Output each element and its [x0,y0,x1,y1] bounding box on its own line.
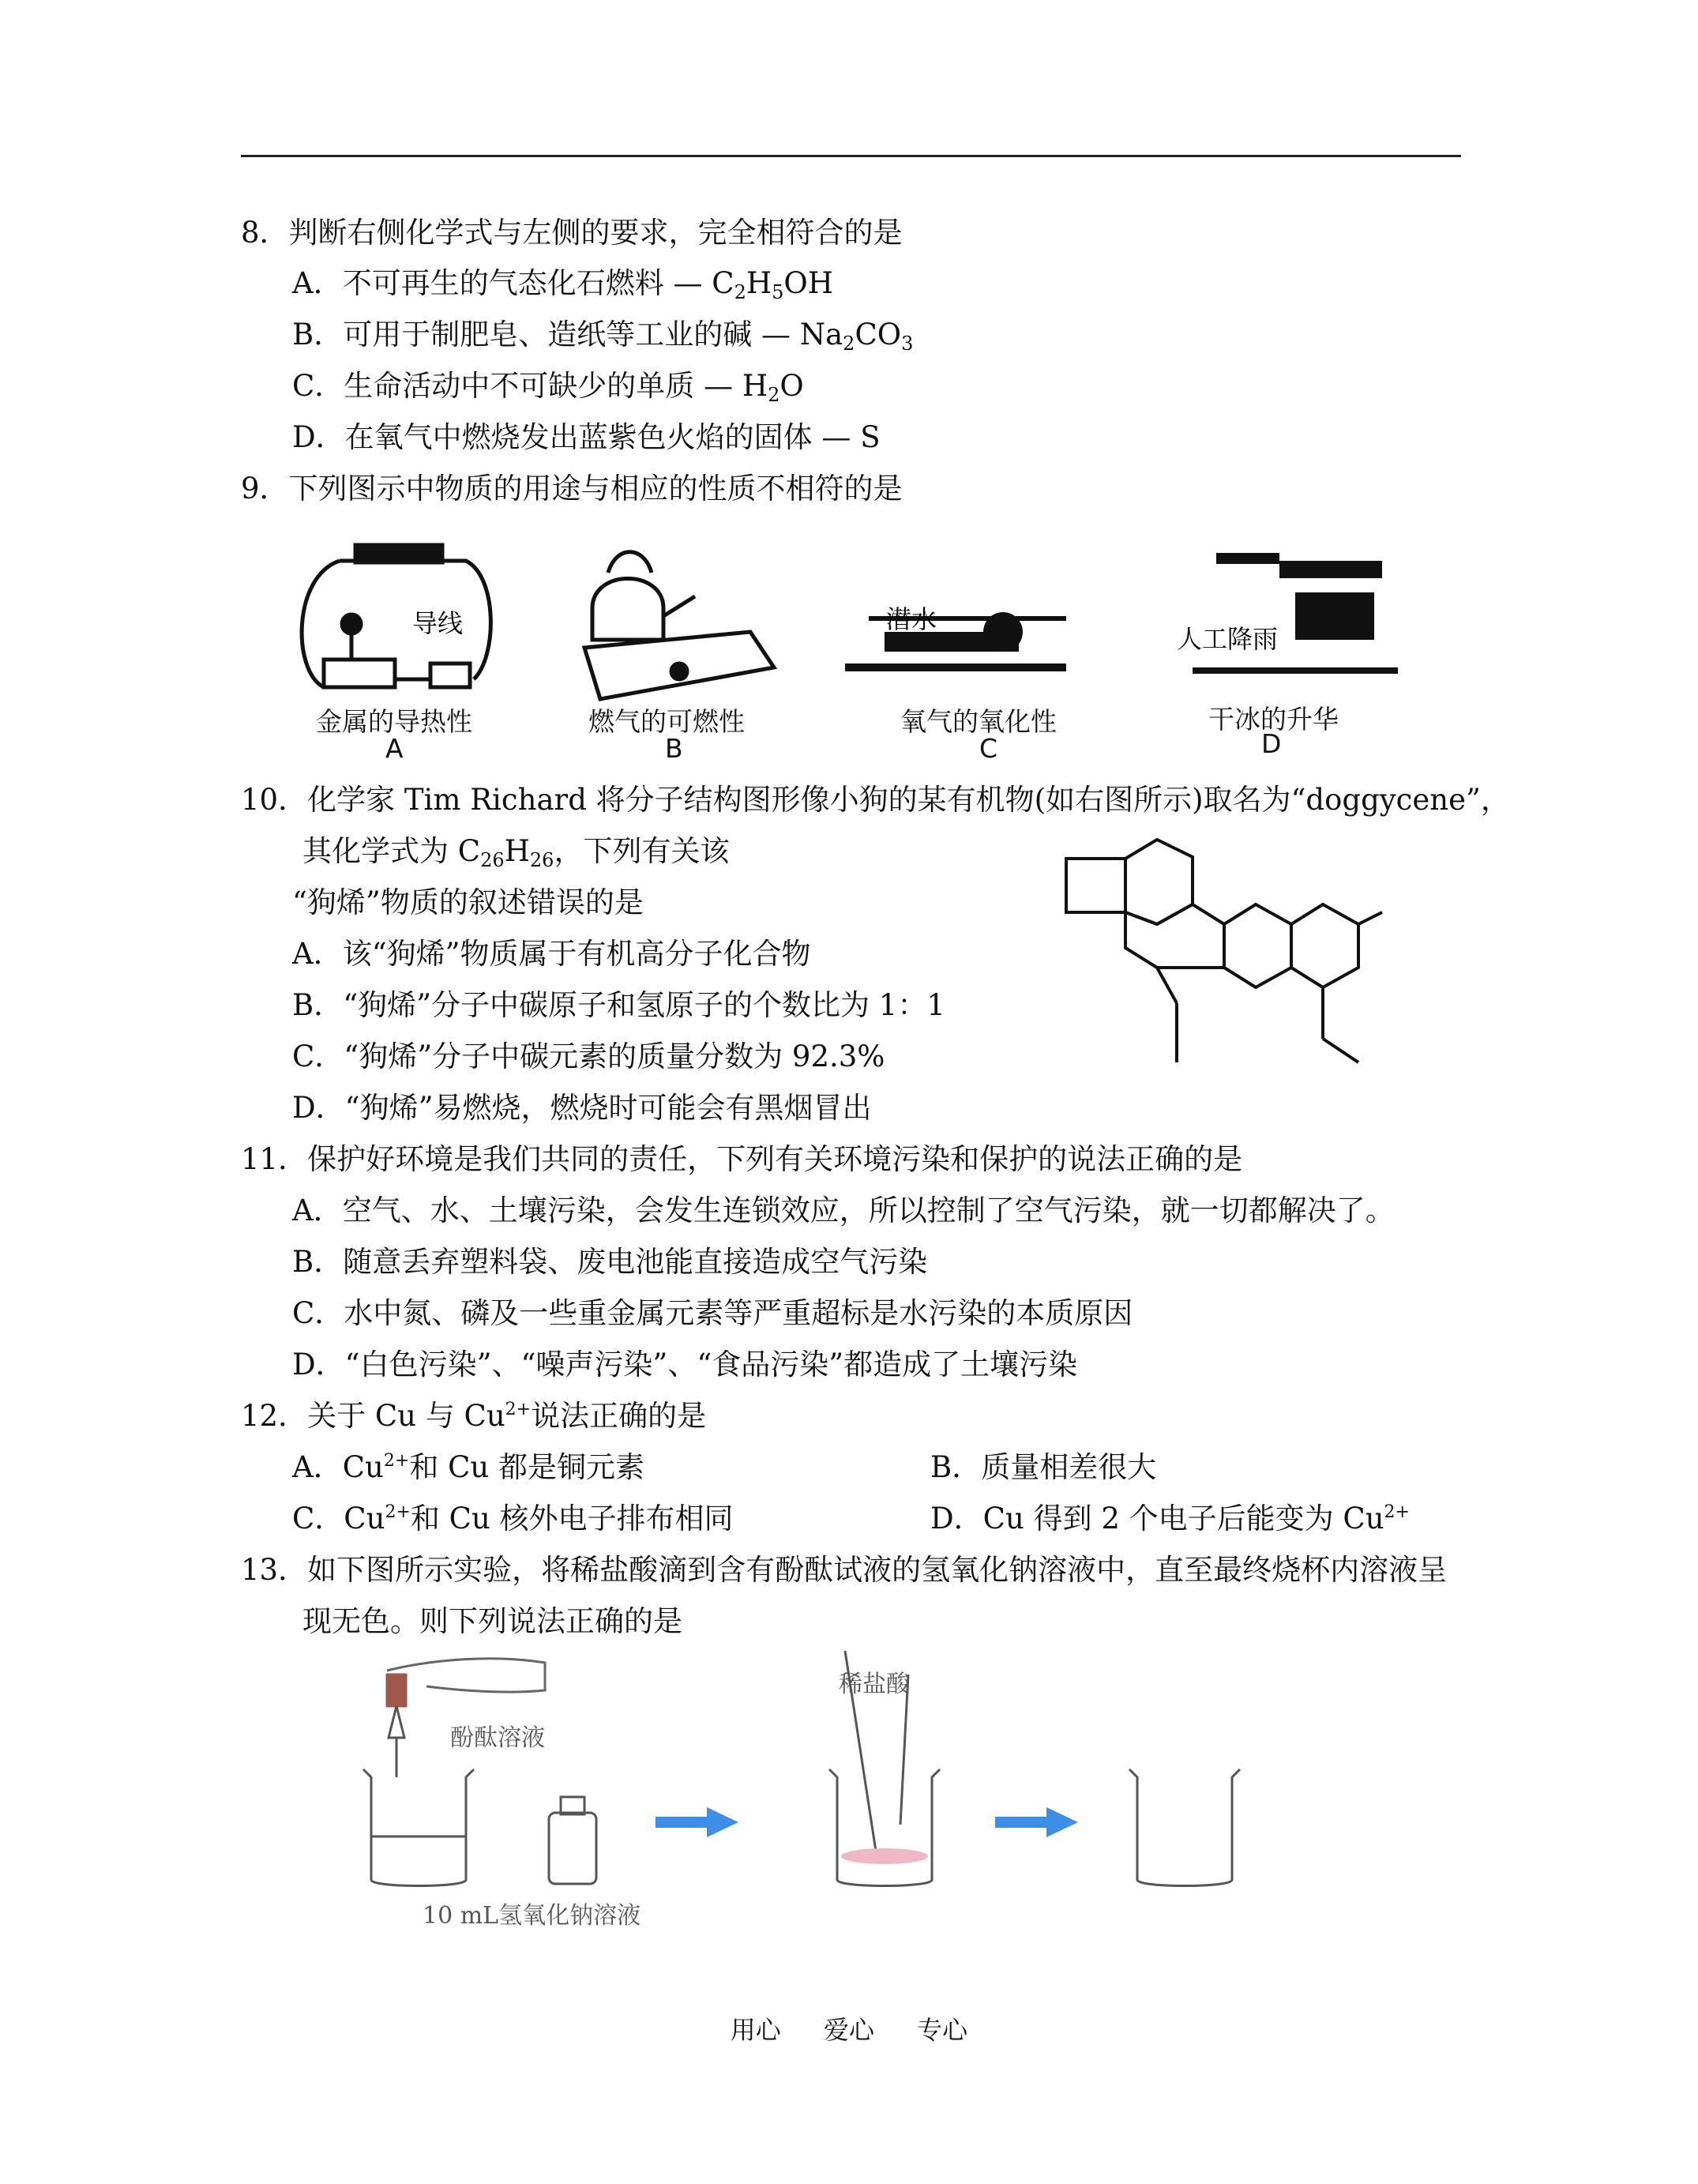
footer-word-3: 专心 [917,2015,968,2045]
figure-d-rain [1193,553,1398,674]
label-wire: 导线 [412,608,464,638]
arrow-icons [656,1807,1078,1837]
caption-b: 燃气的可燃性 [588,706,745,737]
q10-stem-line1: 10．化学家 Tim Richard 将分子结构图形像小狗的某有机物(如右图所示)取名为“doggycene”， [241,783,1510,817]
figure-c-diver [845,612,1066,671]
caption-c: 氧气的氧化性 [900,706,1057,737]
letter-c: C [979,733,998,764]
q11-option-c: C．水中氮、磷及一些重金属元素等严重超标是水污染的本质原因 [292,1296,1133,1330]
label-diving: 潜水 [886,604,937,634]
q12-option-c: C．$Cu^{2+}$和 Cu 核外电子排布相同 [292,1502,734,1536]
caption-d: 干冰的升华 [1208,704,1339,735]
q12-stem: 12．关于 Cu 与 $Cu^{2+}$说法正确的是 [241,1399,707,1433]
q11-stem: 11．保护好环境是我们共同的责任，下列有关环境污染和保护的说法正确的是 [241,1142,1243,1176]
q9-stem: 9．下列图示中物质的用途与相应的性质不相符的是 [241,472,903,506]
letter-b: B [665,733,683,764]
label-hcl: 稀盐酸 [839,1671,910,1698]
q10-stem-line3: “狗烯”物质的叙述错误的是 [292,885,644,919]
q8-option-d: D．在氧气中燃烧发出蓝紫色火焰的固体 — S [292,420,881,454]
q13-stem-line1: 13．如下图所示实验，将稀盐酸滴到含有酚酞试液的氢氧化钠溶液中，直至最终烧杯内溶液呈 [241,1553,1448,1587]
q10-option-b: B．“狗烯”分子中碳原子和氢原子的个数比为 1：1 [292,988,945,1022]
footer-word-1: 用心 [730,2015,781,2045]
q8-option-b: B．可用于制肥皂、造纸等工业的碱 — $Na_2CO_3$ [292,318,914,355]
header-rule [241,155,1461,157]
label-naoh: 10 mL氢氧化钠溶液 [423,1902,641,1927]
q13-experiment [340,1643,1287,1927]
q10-option-d: D．“狗烯”易燃烧，燃烧时可能会有黑烟冒出 [292,1091,872,1125]
caption-a: 金属的导热性 [316,706,472,737]
q11-option-a: A．空气、水、土壤污染，会发生连锁效应，所以控制了空气污染，就一切都解决了。 [292,1193,1395,1227]
q10-stem-line2: 其化学式为 $C_{26}H_{26}$，下列有关该 [302,834,730,871]
q11-option-d: D．“白色污染”、“噪声污染”、“食品污染”都造成了土壤污染 [292,1348,1078,1381]
q8-option-a: A．不可再生的气态化石燃料 — $C_2H_5OH$ [292,266,834,303]
q8-stem: 8．判断右侧化学式与左侧的要求，完全相符合的是 [241,216,903,250]
q11-option-b: B．随意丢弃塑料袋、废电池能直接造成空气污染 [292,1245,928,1279]
label-phenolphthalein: 酚酞溶液 [450,1724,545,1752]
label-rain: 人工降雨 [1177,624,1279,654]
letter-a: A [385,733,404,764]
q13-stem-line2: 现无色。则下列说法正确的是 [302,1604,682,1638]
q12-option-a: A．$Cu^{2+}$和 Cu 都是铜元素 [292,1450,644,1484]
letter-d: D [1261,728,1282,759]
footer-word-2: 爱心 [823,2015,874,2045]
q12-option-b: B．质量相差很大 [930,1450,1157,1484]
doggycene-structure [1058,825,1477,1078]
pink-solution [841,1848,928,1864]
page-footer [0,2010,1698,2047]
q8-option-c: C．生命活动中不可缺少的单质 — $H_2O$ [292,369,804,406]
figure-b-kettle [584,552,774,699]
q10-option-c: C．“狗烯”分子中碳元素的质量分数为 92.3% [292,1039,885,1073]
q10-option-a: A．该“狗烯”物质属于有机高分子化合物 [292,937,811,971]
q12-option-d: D．Cu 得到 2 个电子后能变为 $Cu^{2+}$ [930,1502,1410,1536]
